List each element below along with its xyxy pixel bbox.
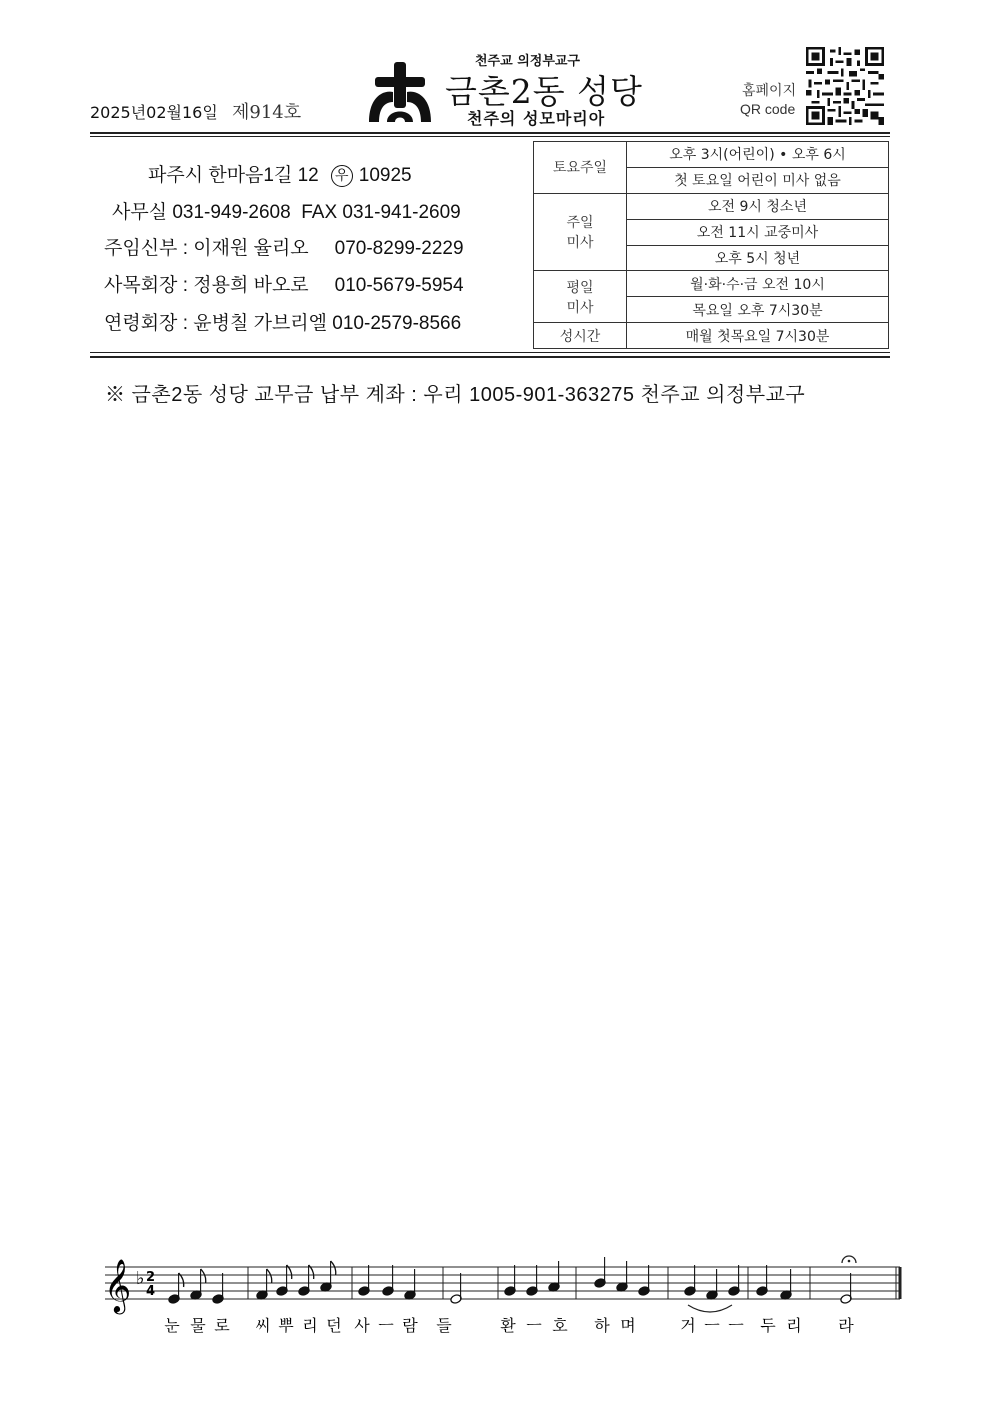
lyric-syllable: 사	[354, 1316, 370, 1335]
lyric-syllable: ㅡ	[378, 1316, 394, 1335]
lyric-syllable: 로	[214, 1316, 230, 1335]
pastor-name: 주임신부 : 이재원 율리오	[104, 238, 309, 259]
office-contact	[112, 197, 461, 224]
lyric-syllable: 람	[402, 1316, 418, 1335]
lyric-syllable: 호	[552, 1316, 568, 1335]
parish-address	[148, 160, 412, 187]
lyric-syllable: ㅡ	[728, 1316, 744, 1335]
address-text: 파주시 한마음1길 12	[148, 165, 319, 186]
lyric-syllable: 며	[620, 1316, 636, 1335]
lyric-syllable: 리	[302, 1316, 318, 1335]
lyric-syllable: 리	[786, 1316, 802, 1335]
sunday-time-2: 오전 11시 교중미사	[627, 219, 889, 245]
lyric-syllable: 두	[760, 1316, 776, 1335]
parish-logo-icon	[365, 62, 435, 126]
lyric-syllable: 물	[190, 1316, 206, 1335]
header-divider-thin	[90, 136, 890, 137]
postal-code: 10925	[358, 165, 412, 186]
sunday-time-1: 오전 9시 청소년	[627, 193, 889, 219]
sunday-time-3: 오후 5시 청년	[627, 245, 889, 271]
note-flag	[331, 1261, 336, 1275]
account-notice: ※ 금촌2동 성당 교무금 납부 계좌 : 우리 1005-901-363275 천주교 의정부교구	[105, 384, 806, 406]
lyric-syllable: 하	[594, 1316, 610, 1335]
info-divider	[90, 356, 890, 358]
lyric-syllable: 씨	[255, 1316, 271, 1335]
district-president-name: 연령회장 : 윤병칠 가브리엘	[104, 313, 328, 334]
lyric-syllable: 환	[500, 1316, 516, 1335]
lyric-syllable: 뿌	[278, 1316, 294, 1335]
time-signature-bottom: 4	[146, 1284, 156, 1299]
lyric-syllable: 던	[326, 1316, 342, 1335]
office-phone: 사무실 031-949-2608	[112, 202, 291, 223]
qr-code-label: QR code	[740, 101, 796, 117]
flat-key-icon: ♭	[136, 1268, 145, 1289]
lyric-syllable: 라	[838, 1316, 854, 1335]
homepage-label: 홈페이지	[742, 83, 797, 99]
fax-number: FAX 031-941-2609	[301, 202, 461, 223]
time-signature-top: 2	[146, 1270, 156, 1285]
lyric-syllable: ㅡ	[704, 1316, 720, 1335]
lyric-syllable: 거	[680, 1316, 696, 1335]
pastor-contact	[104, 233, 464, 260]
holy-hour-time: 매월 첫목요일 7시30분	[627, 323, 889, 349]
issue-date: 2025년02월16일	[90, 103, 218, 122]
saturday-time-2: 첫 토요일 어린이 미사 없음	[627, 167, 889, 193]
council-president-name: 사목회장 : 정용희 바오로	[104, 275, 309, 296]
pastor-phone: 070-8299-2229	[334, 238, 464, 259]
header-divider	[90, 132, 890, 134]
patron-saint: 천주의 성모마리아	[467, 109, 606, 128]
district-contact	[104, 308, 461, 335]
note-flag	[267, 1269, 272, 1283]
saturday-label: 토요주일	[534, 142, 627, 194]
weekday-time-2: 목요일 오후 7시30분	[627, 297, 889, 323]
saturday-time-1: 오후 3시(어린이) • 오후 6시	[627, 142, 889, 168]
sunday-label: 주일 미사	[534, 193, 627, 271]
note-flag	[201, 1269, 206, 1283]
postal-icon: 우	[331, 165, 353, 187]
weekday-label: 평일 미사	[534, 271, 627, 323]
mass-schedule-table	[533, 141, 889, 349]
council-phone: 010-5679-5954	[334, 275, 464, 296]
lyric-syllable: 들	[436, 1316, 452, 1335]
treble-clef-icon: 𝄞	[104, 1258, 132, 1312]
lyric-syllable: ㅡ	[526, 1316, 542, 1335]
hymn-score	[100, 1255, 910, 1340]
holy-hour-label: 성시간	[534, 323, 627, 349]
church-name: 금촌2동 성당	[445, 72, 643, 111]
info-divider-thin	[90, 352, 890, 353]
issue-number: 제914호	[232, 102, 302, 123]
council-contact	[104, 270, 464, 297]
qr-code-icon[interactable]	[806, 47, 884, 125]
diocese-name: 천주교 의정부교구	[475, 54, 580, 69]
district-phone: 010-2579-8566	[332, 313, 462, 334]
lyric-syllable: 눈	[164, 1316, 180, 1335]
tie-icon	[688, 1305, 732, 1312]
weekday-time-1: 월·화·수·금 오전 10시	[627, 271, 889, 297]
